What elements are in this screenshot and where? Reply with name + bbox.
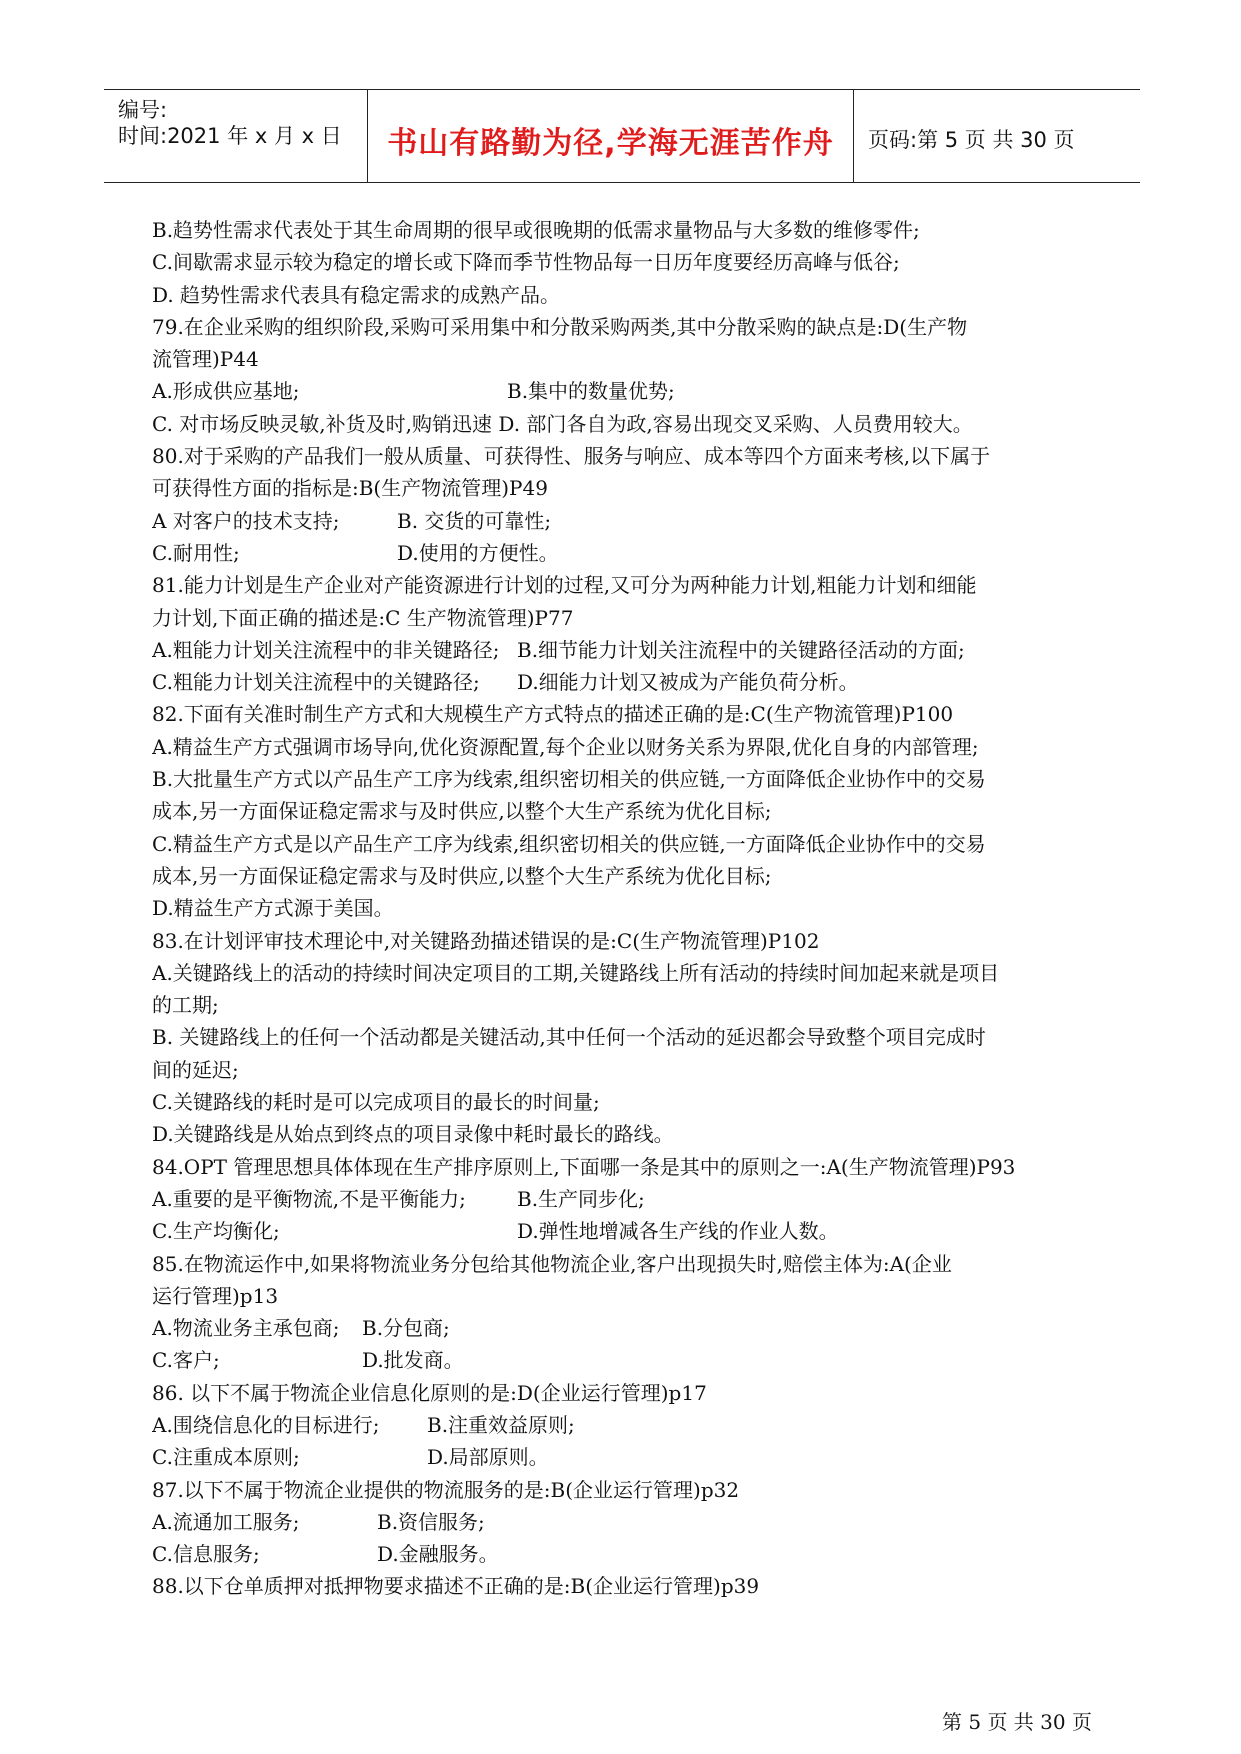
header-left-cell [104, 90, 368, 182]
text-line: 力计划,下面正确的描述是:C 生产物流管理)P77 [152, 605, 574, 630]
option-text: C.粗能力计划关注流程中的关键路径; [152, 670, 480, 695]
text-line: A.关键路线上的活动的持续时间决定项目的工期,关键路线上所有活动的持续时间加起来就是项目 [152, 960, 1000, 985]
text-line: B.趋势性需求代表处于其生命周期的很早或很晚期的低需求量物品与大多数的维修零件; [152, 218, 920, 242]
text-line: 80.对于采购的产品我们一般从质量、可获得性、服务与响应、成本等四个方面来考核,以下属于 [152, 444, 991, 469]
option-text: D.弹性地增减各生产线的作业人数。 [517, 1219, 839, 1244]
text-line: 88.以下仓单质押对抵押物要求描述不正确的是:B(企业运行管理)p39 [152, 1574, 760, 1599]
text-line: 的工期; [152, 993, 219, 1018]
option-text: C.信息服务; [152, 1542, 260, 1567]
text-line: D.关键路线是从始点到终点的项目录像中耗时最长的路线。 [152, 1122, 674, 1147]
text-line: 82.下面有关准时制生产方式和大规模生产方式特点的描述正确的是:C(生产物流管理)P100 [152, 702, 954, 727]
option-text: B.分包商; [362, 1316, 450, 1341]
option-row [152, 1183, 1102, 1215]
text-line: B.大批量生产方式以产品生产工序为线索,组织密切相关的供应链,一方面降低企业协作中的交易 [152, 767, 986, 792]
text-line: C. 对市场反映灵敏,补货及时,购销迅速 D. 部门各自为政,容易出现交叉采购、人员费用较大。 [152, 411, 973, 436]
option-row [152, 1215, 1102, 1247]
text-line: 87.以下不属于物流企业提供的物流服务的是:B(企业运行管理)p32 [152, 1477, 740, 1502]
option-text: D.局部原则。 [427, 1445, 549, 1470]
option-text: D.金融服务。 [377, 1542, 499, 1567]
option-row [152, 1441, 1102, 1473]
page-header [104, 89, 1140, 183]
text-line: D. 趋势性需求代表具有稳定需求的成熟产品。 [152, 282, 561, 307]
option-text: A 对客户的技术支持; [152, 508, 340, 533]
text-line: 85.在物流运作中,如果将物流业务分包给其他物流企业,客户出现损失时,赔偿主体为:A(企业 [152, 1251, 952, 1276]
text-line: C.精益生产方式是以产品生产工序为线索,组织密切相关的供应链,一方面降低企业协作中的交易 [152, 831, 986, 856]
option-row [152, 375, 1102, 407]
option-text: A.粗能力计划关注流程中的非关键路径; [152, 637, 500, 662]
text-line: 83.在计划评审技术理论中,对关键路劲描述错误的是:C(生产物流管理)P102 [152, 928, 820, 953]
option-row [152, 1409, 1102, 1441]
text-line: 79.在企业采购的组织阶段,采购可采用集中和分散采购两类,其中分散采购的缺点是:D(生产物 [152, 314, 968, 339]
option-row [152, 1344, 1102, 1376]
option-text: A.形成供应基地; [152, 379, 300, 404]
text-line: B. 关键路线上的任何一个活动都是关键活动,其中任何一个活动的延迟都会导致整个项目完成时 [152, 1025, 986, 1050]
text-line: 间的延迟; [152, 1057, 239, 1082]
option-text: D.细能力计划又被成为产能负荷分析。 [517, 670, 859, 695]
option-text: B.集中的数量优势; [507, 379, 675, 404]
option-text: B. 交货的可靠性; [397, 508, 552, 533]
text-line: C.间歇需求显示较为稳定的增长或下降而季节性物品每一日历年度要经历高峰与低谷; [152, 250, 900, 275]
text-line: D.精益生产方式源于美国。 [152, 896, 394, 921]
option-text: B.资信服务; [377, 1509, 485, 1534]
text-line: 成本,另一方面保证稳定需求与及时供应,以整个大生产系统为优化目标; [152, 799, 772, 824]
option-text: C.注重成本原则; [152, 1445, 300, 1470]
text-line: C.关键路线的耗时是可以完成项目的最长的时间量; [152, 1090, 600, 1115]
text-line: 运行管理)p13 [152, 1283, 279, 1308]
option-text: C.生产均衡化; [152, 1219, 280, 1244]
option-row [152, 1312, 1102, 1344]
header-middle-cell [368, 90, 854, 182]
option-row [152, 666, 1102, 698]
option-text: B.细节能力计划关注流程中的关键路径活动的方面; [517, 637, 965, 662]
text-line: 84.OPT 管理思想具体体现在生产排序原则上,下面哪一条是其中的原则之一:A(生产物流管理)P93 [152, 1154, 1016, 1179]
option-row [152, 1506, 1102, 1538]
header-right-cell [854, 90, 1140, 182]
header-motto: 书山有路勤为径,学海无涯苦作舟 [387, 126, 834, 161]
option-text: A.围绕信息化的目标进行; [152, 1412, 380, 1437]
document-body [152, 214, 1102, 1603]
text-line: 86. 以下不属于物流企业信息化原则的是:D(企业运行管理)p17 [152, 1380, 707, 1405]
text-line: 81.能力计划是生产企业对产能资源进行计划的过程,又可分为两种能力计划,粗能力计划和细能 [152, 573, 977, 598]
option-row [152, 1538, 1102, 1570]
document-number-label: 编号: [118, 98, 168, 122]
option-text: A.重要的是平衡物流,不是平衡能力; [152, 1186, 466, 1211]
text-line: 可获得性方面的指标是:B(生产物流管理)P49 [152, 476, 548, 501]
option-text: D.批发商。 [362, 1348, 464, 1373]
option-text: A.物流业务主承包商; [152, 1316, 340, 1341]
option-row [152, 634, 1102, 666]
text-line: A.精益生产方式强调市场导向,优化资源配置,每个企业以财务关系为界限,优化自身的内部管理; [152, 734, 979, 759]
header-page-label: 页码:第 5 页 共 30 页 [868, 128, 1075, 152]
option-text: C.客户; [152, 1348, 220, 1373]
option-row [152, 537, 1102, 569]
option-text: B.生产同步化; [517, 1186, 645, 1211]
document-time-label: 时间:2021 年 x 月 x 日 [118, 124, 342, 148]
text-line: 成本,另一方面保证稳定需求与及时供应,以整个大生产系统为优化目标; [152, 863, 772, 888]
option-text: A.流通加工服务; [152, 1509, 300, 1534]
text-line: 流管理)P44 [152, 347, 259, 372]
option-text: B.注重效益原则; [427, 1412, 575, 1437]
option-text: C.耐用性; [152, 540, 240, 565]
option-text: D.使用的方便性。 [397, 540, 559, 565]
page-footer: 第 5 页 共 30 页 [942, 1710, 1092, 1734]
option-row [152, 505, 1102, 537]
